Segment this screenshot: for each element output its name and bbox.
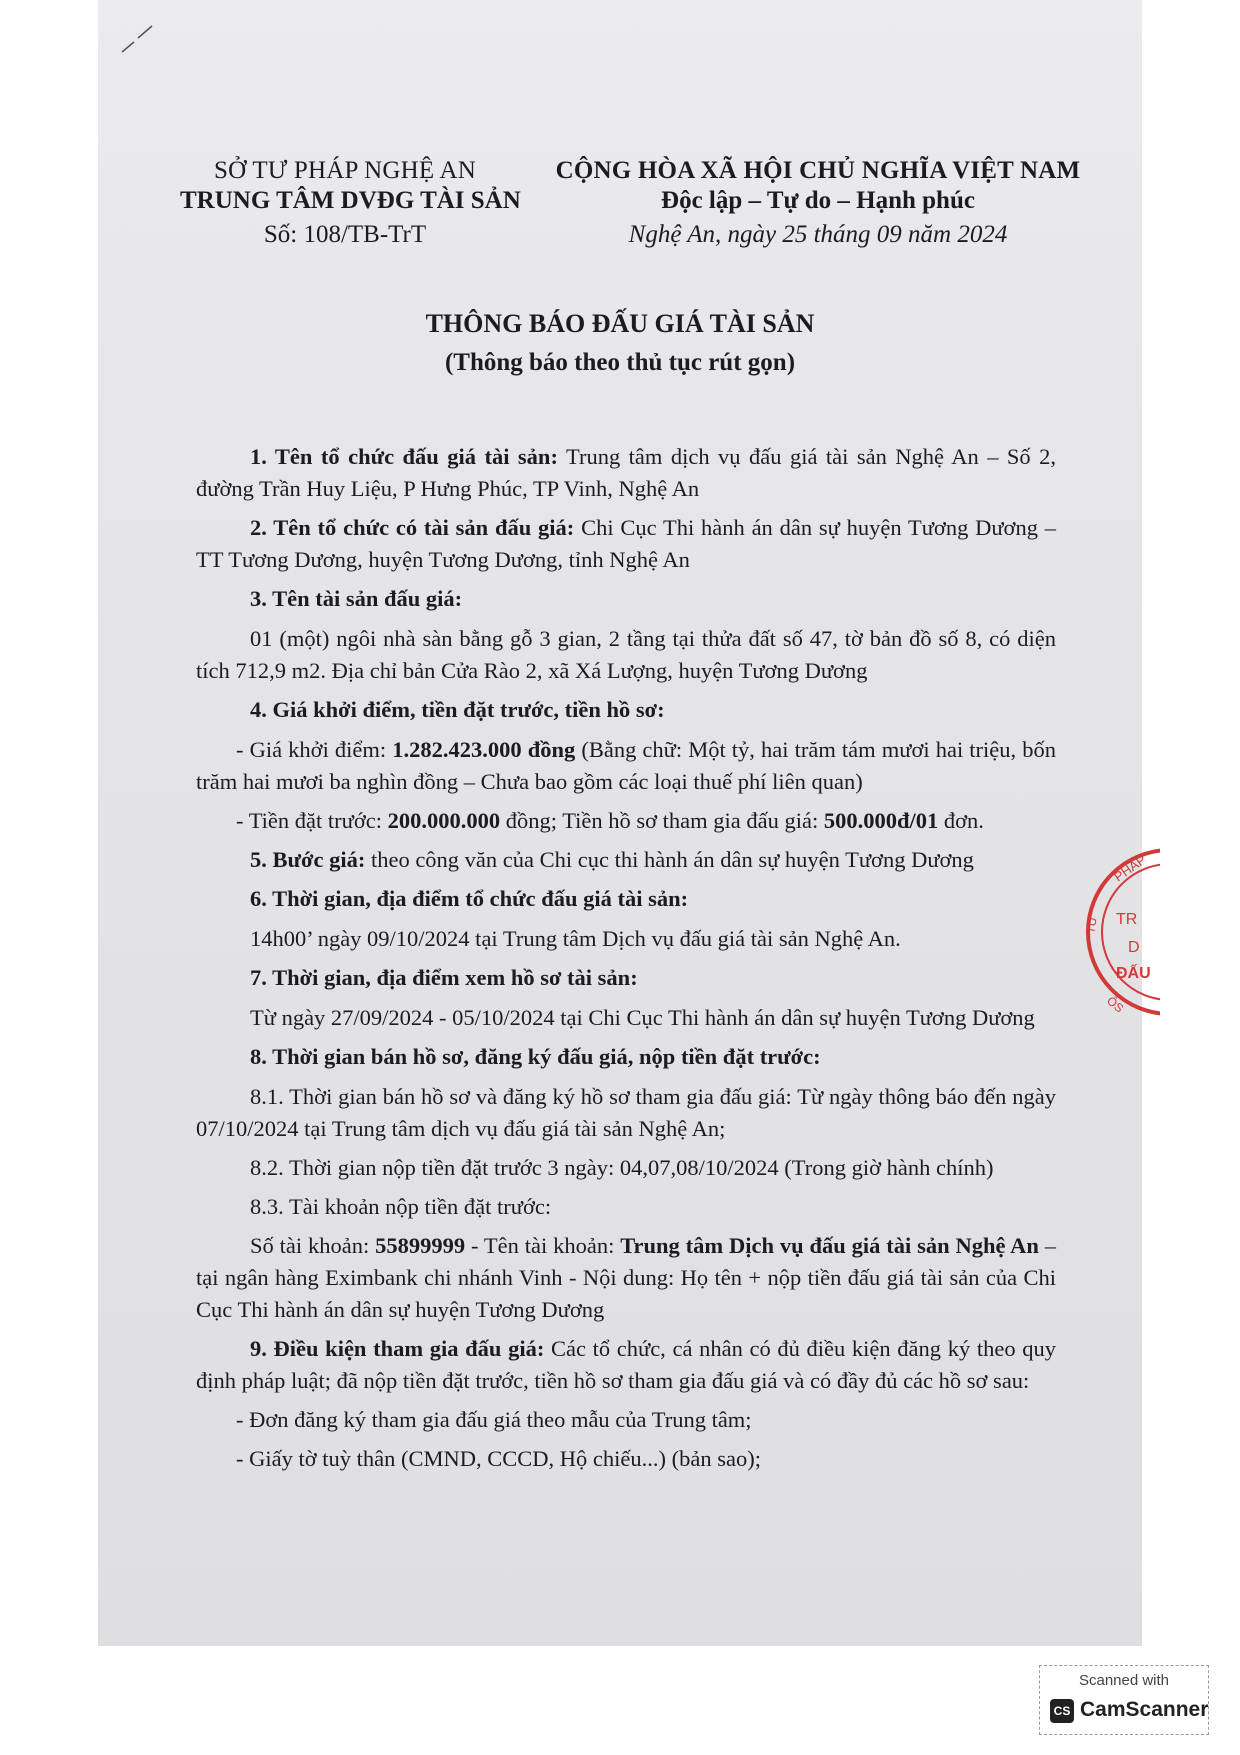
account-name: Trung tâm Dịch vụ đấu giá tài sản Nghệ An — [620, 1233, 1039, 1258]
seal-text: TR — [1116, 911, 1138, 928]
section-8-1: 8.1. Thời gian bán hồ sơ và đăng ký hồ sơ tham gia đấu giá: Từ ngày thông báo đến ngày 07/10/2024 tại Trung tâm dịch vụ đấu giá tài sản Nghệ An; — [196, 1084, 1056, 1141]
fee-suffix: đơn. — [938, 808, 984, 833]
account-number: 55899999 — [375, 1233, 466, 1258]
section-4-heading — [196, 694, 1056, 726]
section-7-label: 7. Thời gian, địa điểm xem hồ sơ tài sản: — [250, 965, 638, 990]
starting-price-words: (Bằng chữ: Một tỷ, hai trăm tám mươi hai triệu, bốn trăm hai mươi ba nghìn đồng – Chưa bao gồm các loại thuế phí liên quan) — [196, 737, 1056, 794]
section-7-heading — [196, 962, 1056, 994]
nation-name: CỘNG HÒA XÃ HỘI CHỦ NGHĨA VIỆT NAM — [555, 157, 1081, 184]
section-3-text: 01 (một) ngôi nhà sàn bằng gỗ 3 gian, 2 tầng tại thửa đất số 47, tờ bản đồ số 8, có diện tích 712,9 m2. Địa chỉ bản Cửa Rào 2, xã Xá Lượng, huyện Tương Dương — [196, 626, 1056, 683]
requirement-item: - Giấy tờ tuỳ thân (CMND, CCCD, Hộ chiếu...) (bản sao); — [236, 1446, 761, 1471]
section-6-label: 6. Thời gian, địa điểm tổ chức đấu giá tài sản: — [250, 886, 689, 911]
section-6-text: 14h00’ ngày 09/10/2024 tại Trung tâm Dịch vụ đấu giá tài sản Nghệ An. — [250, 926, 901, 951]
watermark-brand: CamScanner — [1080, 1698, 1209, 1721]
section-3-label: 3. Tên tài sản đấu giá: — [250, 586, 463, 611]
section-8-3: 8.3. Tài khoản nộp tiền đặt trước: — [250, 1194, 552, 1219]
document-date: Nghệ An, ngày 25 tháng 09 năm 2024 — [628, 221, 1008, 248]
logo-text: CS — [1053, 1704, 1071, 1718]
deposit-value: 200.000.000 — [387, 808, 501, 833]
camscanner-logo-icon — [1050, 1699, 1074, 1723]
bank-account — [196, 1230, 1056, 1326]
issuer-name: TRUNG TÂM DVĐG TÀI SẢN — [180, 187, 521, 214]
section-9 — [196, 1333, 1056, 1397]
section-6-heading — [196, 883, 1056, 915]
document-page — [98, 0, 1142, 1646]
document-title: THÔNG BÁO ĐẤU GIÁ TÀI SẢN — [425, 309, 815, 338]
seal-text: ĐẤU — [1116, 965, 1151, 982]
section-1 — [196, 441, 1056, 505]
section-4-label: 4. Giá khởi điểm, tiền đặt trước, tiền hồ sơ: — [250, 697, 665, 722]
document-body — [196, 441, 1056, 1482]
starting-price — [196, 734, 1056, 798]
section-5-text: theo công văn của Chi cục thi hành án dân sự huyện Tương Dương — [365, 847, 974, 872]
section-8-2: 8.2. Thời gian nộp tiền đặt trước 3 ngày: 04,07,08/10/2024 (Trong giờ hành chính) — [250, 1155, 994, 1180]
document-number: Số: 108/TB-TrT — [263, 221, 427, 248]
section-1-label: 1. Tên tổ chức đấu giá tài sản: — [250, 444, 558, 469]
seal-text: ÔS — [1104, 993, 1127, 1016]
issuer-parent: SỞ TƯ PHÁP NGHỆ AN — [214, 157, 476, 184]
nation-motto: Độc lập – Tự do – Hạnh phúc — [661, 187, 975, 214]
section-3-heading — [196, 583, 1056, 615]
section-2-label: 2. Tên tổ chức có tài sản đấu giá: — [250, 515, 575, 540]
seal-text: D — [1128, 939, 1140, 956]
section-8-heading — [196, 1041, 1056, 1073]
section-1-text: Trung tâm dịch vụ đấu giá tài sản Nghệ An – Số 2, đường Trần Huy Liệu, P Hưng Phúc, TP Vinh, Nghệ An — [196, 444, 1056, 501]
document-subtitle: (Thông báo theo thủ tục rút gọn) — [444, 349, 796, 376]
section-2 — [196, 512, 1056, 576]
section-2-text: Chi Cục Thi hành án dân sự huyện Tương Dương – TT Tương Dương, huyện Tương Dương, tỉnh Nghệ An — [196, 515, 1056, 572]
section-7-text: Từ ngày 27/09/2024 - 05/10/2024 tại Chi Cục Thi hành án dân sự huyện Tương Dương — [250, 1005, 1035, 1030]
section-5 — [196, 844, 1056, 876]
camscanner-watermark — [1039, 1665, 1209, 1735]
account-suffix: – tại ngân hàng Eximbank chi nhánh Vinh - Nội dung: Họ tên + nộp tiền đấu giá tài sản của Chi Cục Thi hành án dân sự huyện Tương Dương — [196, 1233, 1057, 1322]
national-heading — [528, 156, 1108, 250]
seal-text: TƯ — [1083, 914, 1101, 935]
red-seal-stamp — [1080, 842, 1160, 1022]
section-9-label: 9. Điều kiện tham gia đấu giá: — [250, 1336, 545, 1361]
starting-price-value: 1.282.423.000 đồng — [392, 737, 576, 762]
issuer-block — [180, 156, 521, 250]
requirement-item: - Đơn đăng ký tham gia đấu giá theo mẫu của Trung tâm; — [236, 1407, 752, 1432]
deposit-line — [196, 805, 1056, 837]
pen-mark — [120, 24, 154, 54]
watermark-caption: Scanned with — [1078, 1672, 1170, 1689]
seal-graphic — [1080, 842, 1160, 1022]
fee-value: 500.000đ/01 — [823, 808, 939, 833]
starting-price-prefix: - Giá khởi điểm: — [236, 737, 393, 762]
section-5-label: 5. Bước giá: — [250, 847, 366, 872]
deposit-prefix: - Tiền đặt trước: — [236, 808, 388, 833]
account-prefix: Số tài khoản: — [250, 1233, 376, 1258]
section-8-label: 8. Thời gian bán hồ sơ, đăng ký đấu giá, nộp tiền đặt trước: — [250, 1044, 821, 1069]
section-9-text: Các tổ chức, cá nhân có đủ điều kiện đăng ký theo quy định pháp luật; đã nộp tiền đặt trước, tiền hồ sơ tham gia đấu giá và có đầy đủ các hồ sơ sau: — [196, 1336, 1056, 1393]
seal-text: PHÁP — [1111, 851, 1149, 885]
deposit-mid: đồng; Tiền hồ sơ tham gia đấu giá: — [500, 808, 824, 833]
account-mid: - Tên tài khoản: — [465, 1233, 621, 1258]
